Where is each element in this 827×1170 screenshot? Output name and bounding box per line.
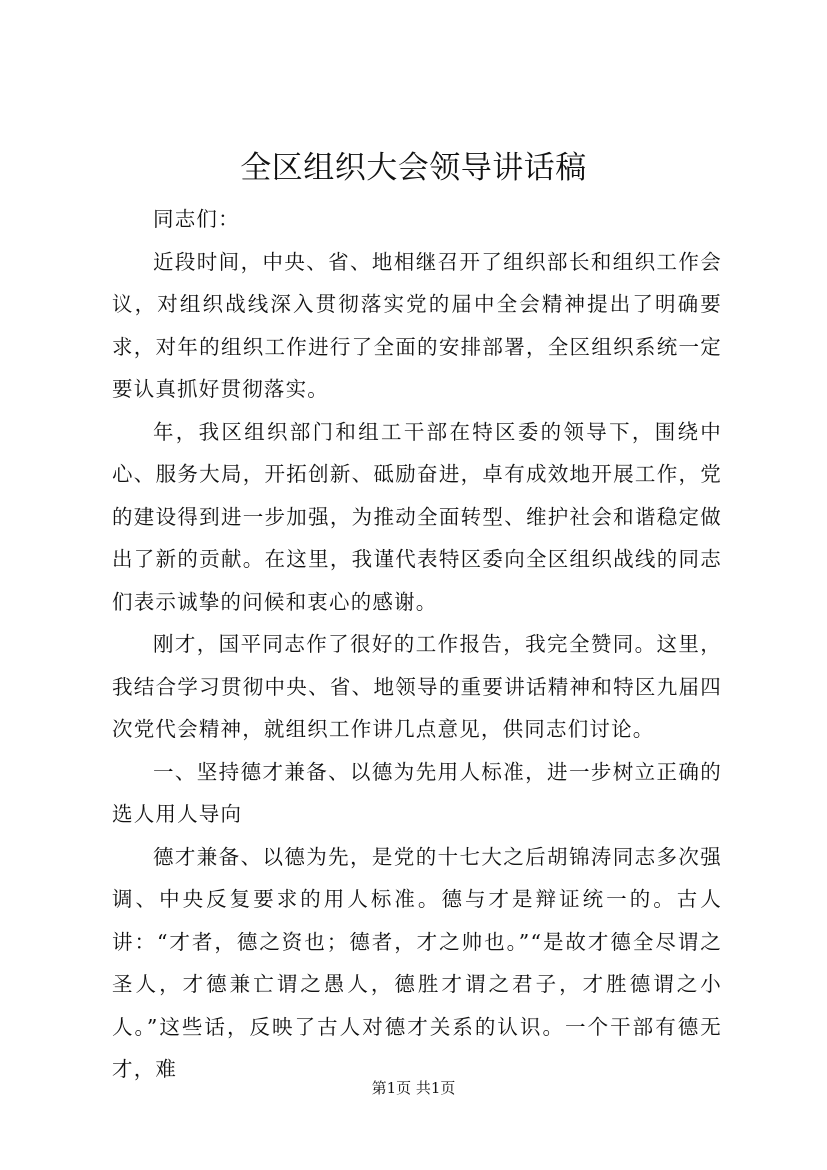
document-title: 全区组织大会领导讲话稿 bbox=[240, 150, 587, 186]
body-paragraph: 近段时间，中央、省、地相继召开了组织部长和组织工作会议，对组织战线深入贯彻落实党的届中全会精神提出了明确要求，对年的组织工作进行了全面的安排部署，全区组织系统一定要认真抓好贯彻落实。 bbox=[112, 249, 722, 401]
body-paragraph: 年，我区组织部门和组工干部在特区委的领导下，围绕中心、服务大局，开拓创新、砥励奋进，卓有成效地开展工作，党的建设得到进一步加强，为推动全面转型、维护社会和谐稳定做出了新的贡献。在这里，我谨代表特区委向全区组织战线的同志们表示诚挚的问候和衷心的感谢。 bbox=[112, 419, 722, 614]
page-footer: 第1页 共1页 bbox=[371, 1079, 456, 1097]
document-body bbox=[112, 198, 722, 1091]
salutation-paragraph: 同志们： bbox=[153, 207, 240, 231]
body-paragraph: 德才兼备、以德为先，是党的十七大之后胡锦涛同志多次强调、中央反复要求的用人标准。德与才是辩证统一的。古人讲：“才者，德之资也；德者，才之帅也。”“是故才德全尽谓之圣人，才德兼亡谓之愚人，德胜才谓之君子，才胜德谓之小人。”这些话，反映了古人对德才关系的认识。一个干部有德无才，难 bbox=[112, 844, 722, 1081]
body-paragraph: 刚才，国平同志作了很好的工作报告，我完全赞同。这里，我结合学习贯彻中央、省、地领导的重要讲话精神和特区九届四次党代会精神，就组织工作讲几点意见，供同志们讨论。 bbox=[112, 632, 722, 741]
section-heading-paragraph: 一、坚持德才兼备、以德为先用人标准，进一步树立正确的选人用人导向 bbox=[112, 759, 722, 826]
